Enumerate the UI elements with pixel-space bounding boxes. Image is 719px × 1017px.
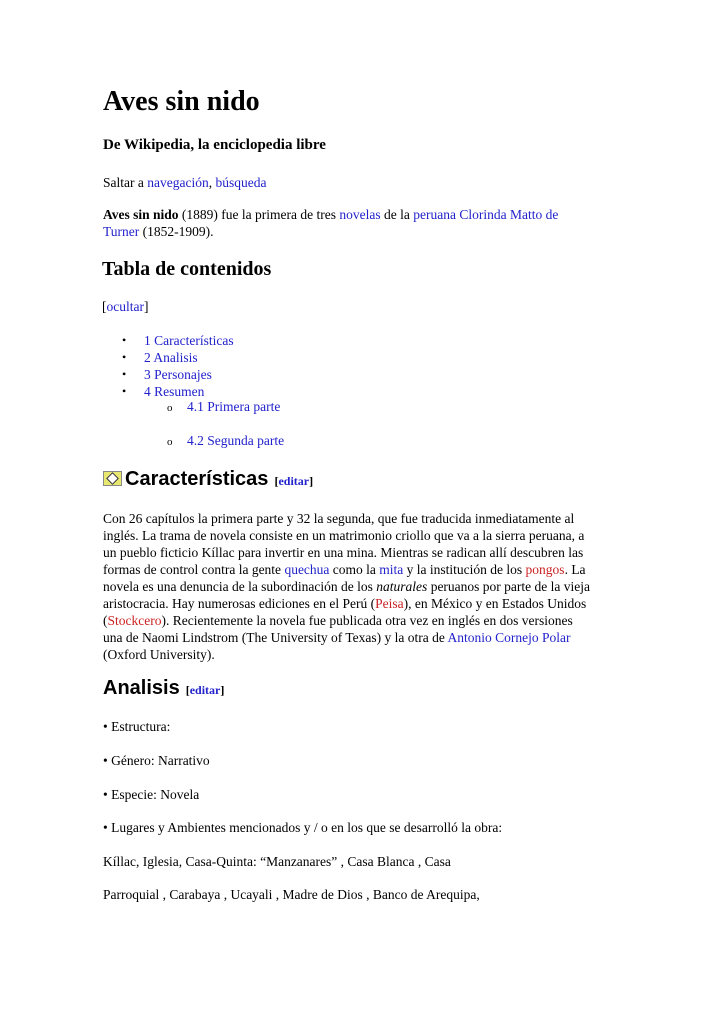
toc-link-caracteristicas[interactable]: 1 Características	[144, 333, 234, 348]
toc-item	[122, 349, 234, 366]
analisis-item: Parroquial , Carabaya , Ucayali , Madre de Dios , Banco de Arequipa,	[103, 887, 480, 902]
toc-link-personajes[interactable]: 3 Personajes	[144, 367, 212, 382]
edit-section-link-wrapper: [editar]	[185, 683, 225, 697]
intro-bold-title: Aves sin nido	[103, 207, 179, 222]
analisis-item: • Estructura:	[103, 719, 171, 734]
bullet-icon: •	[122, 333, 127, 347]
edit-section-link-wrapper: [editar]	[274, 474, 314, 488]
page-title: Aves sin nido	[103, 86, 260, 117]
link-pongos[interactable]: pongos	[525, 562, 565, 577]
toc-title: Tabla de contenidos	[102, 258, 272, 280]
toc-link-segunda-parte[interactable]: 4.2 Segunda parte	[187, 433, 285, 448]
caracteristicas-paragraph: Con 26 capítulos la primera parte y 32 la segunda, que fue traducida inmediatamente al inglés. La trama de novela consiste en un matrimonio criollo que va a la sierra peruana, a un pueblo ficticio Kíllac para invertir en una mina. Mientras se radican allí descubren las formas de control contra la gente quechua como la mita y la institución de los pongos. La novela es una denuncia de la subordinación de los naturales peruanos por parte de la vieja aristocracia. Hay numerosas ediciones en el Perú (Peisa), en México y en Estados Unidos (Stockcero). Recientemente la novela fue publicada otra vez en inglés en dos versiones una de Naomi Lindstrom (The University of Texas) y la otra de Antonio Cornejo Polar (Oxford University).	[103, 511, 590, 662]
circle-bullet-icon: o	[167, 402, 173, 414]
link-quechua[interactable]: quechua	[284, 562, 330, 577]
toc-subitem	[167, 399, 280, 415]
toc-link-primera-parte[interactable]: 4.1 Primera parte	[187, 399, 281, 414]
search-link[interactable]: búsqueda	[215, 175, 267, 190]
link-peisa[interactable]: Peisa	[375, 596, 404, 611]
toc-item	[122, 366, 234, 383]
link-mita[interactable]: mita	[379, 562, 404, 577]
toc-hide-link[interactable]: ocultar	[106, 299, 144, 314]
toc-link-analisis[interactable]: 2 Analisis	[144, 350, 198, 365]
link-turner[interactable]: Turner	[103, 224, 140, 239]
link-stockcero[interactable]: Stockcero	[107, 613, 162, 628]
edit-section-link[interactable]: editar	[278, 474, 310, 488]
section-heading-caracteristicas: Características [editar]	[103, 468, 313, 491]
link-novelas[interactable]: novelas	[339, 207, 381, 222]
circle-bullet-icon: o	[167, 436, 173, 448]
toc-subitem	[167, 433, 284, 449]
image-placeholder-icon	[103, 471, 122, 486]
toc-toggle: [ocultar]	[102, 299, 149, 314]
analisis-item: • Género: Narrativo	[103, 753, 210, 768]
analisis-item: Kíllac, Iglesia, Casa-Quinta: “Manzanares” , Casa Blanca , Casa	[103, 854, 451, 869]
link-antonio-cornejo-polar[interactable]: Antonio Cornejo Polar	[447, 630, 571, 645]
toc-item	[122, 332, 234, 349]
analisis-item: • Especie: Novela	[103, 787, 200, 802]
bullet-icon: •	[122, 384, 127, 398]
intro-paragraph: Aves sin nido (1889) fue la primera de tres novelas de la peruana Clorinda Matto de Turner (1852-1909).	[103, 207, 559, 239]
jump-links: Saltar a navegación, búsqueda	[103, 175, 267, 190]
bullet-icon: •	[122, 350, 127, 364]
toc-list	[122, 332, 234, 400]
edit-section-link[interactable]: editar	[189, 683, 221, 697]
analisis-item: • Lugares y Ambientes mencionados y / o en los que se desarrolló la obra:	[103, 820, 503, 835]
page-subtitle: De Wikipedia, la enciclopedia libre	[103, 137, 326, 153]
bullet-icon: •	[122, 367, 127, 381]
section-heading-analisis: Analisis [editar]	[103, 677, 225, 699]
link-peruana[interactable]: peruana	[413, 207, 456, 222]
link-clorinda-matto[interactable]: Clorinda Matto de	[459, 207, 559, 222]
toc-item	[122, 383, 234, 400]
navigation-link[interactable]: navegación	[147, 175, 209, 190]
toc-link-resumen[interactable]: 4 Resumen	[144, 384, 205, 399]
